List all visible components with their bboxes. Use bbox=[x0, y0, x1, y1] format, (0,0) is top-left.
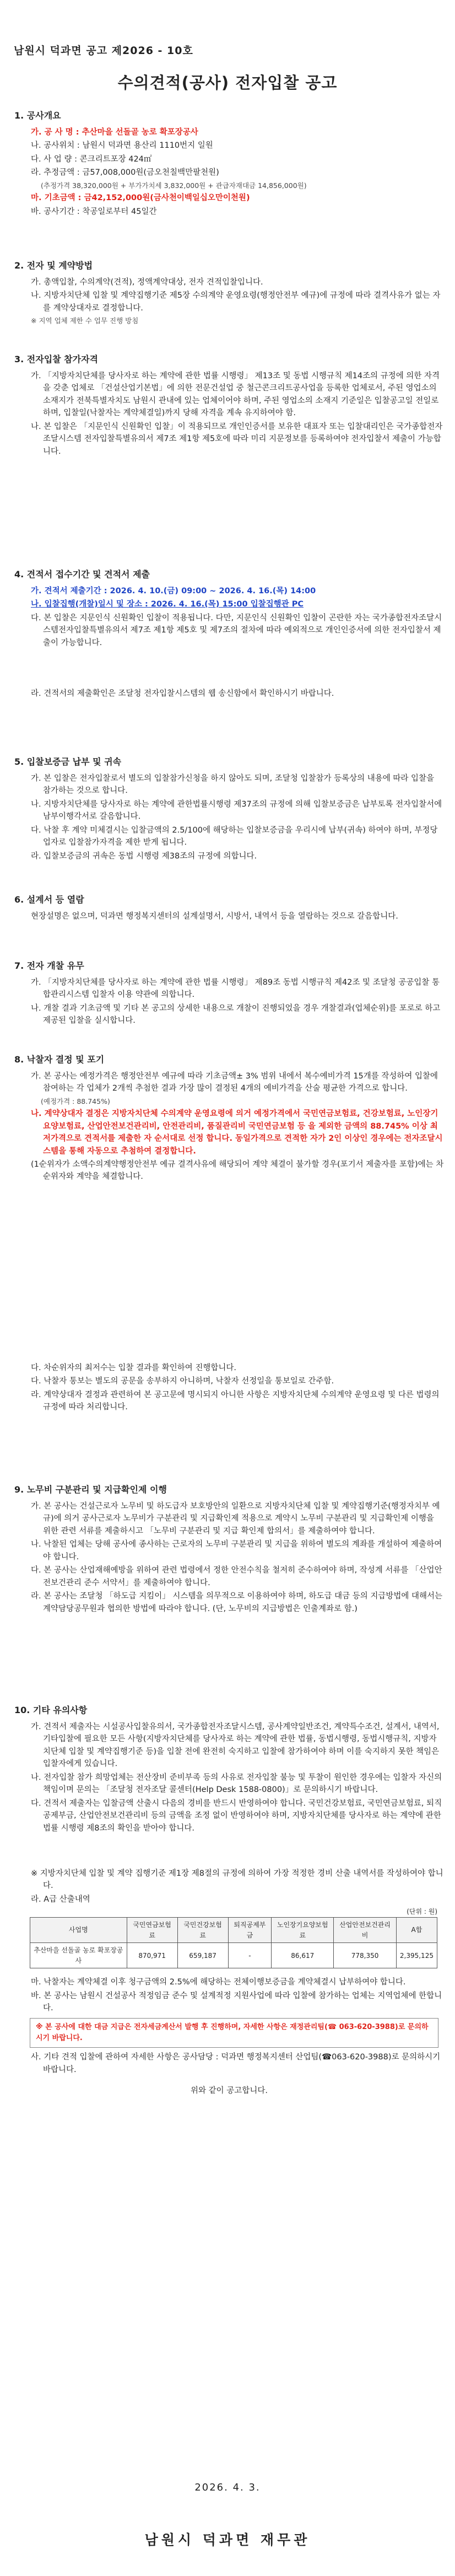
opening-datetime: 나. 입찰집행(개찰)일시 및 장소 : 2026. 4. 16.(목) 15:00 입찰집행관 PC bbox=[31, 600, 304, 609]
section-title: 3. 전자입찰 참가자격 bbox=[14, 354, 98, 364]
closing-sentence: 위와 같이 공고합니다. bbox=[191, 2086, 268, 2096]
list-item: 라. 계약상대자 결정과 관련하여 본 공고문에 명시되지 아니한 사항은 지방자치단체 수의계약 운영요령 및 다른 법령의 규정에 따라 처리합니다. bbox=[31, 1390, 440, 1412]
list-item: 가. 본 공사는 예정가격은 행정안전부 예규에 따라 기초금액± 3% 범위 내에서 복수예비가격 15개를 작성하여 입찰에 참여하는 각 업체가 2개씩 추첨한 결과 가장 많이 결정된 4개의 예비가격을 산술 평균한 가격으로 합니다. bbox=[31, 1071, 438, 1093]
list-item: 가. 본 공사는 건설근로자 노무비 및 하도급자 보호방안의 일환으로 지방자치단체 입찰 및 계약집행기준(행정자치부 예규)에 의거 공사근로자 노무비가 구분관리 및 지급확인제 적용으로 계약시 노무비 구분관리 및 지급확인제 이행을 위한 관련 서류를 제출하시고 「노무비 구분관리 및 지급 확인제 합의서」를 제출하여야 합니다. bbox=[31, 1501, 440, 1536]
list-item: 가. 총액입찰, 수의계약(견적), 정액계약대상, 전자 견적입찰입니다. bbox=[31, 277, 263, 287]
table-unit: (단위 : 원) bbox=[407, 1908, 437, 1916]
list-item: 다. 차순위자의 최저수는 입찰 결과를 확인하여 진행합니다. bbox=[31, 1364, 237, 1372]
list-item: 바. 본 공사는 남원시 건설공사 적정임금 준수 및 설계적정 지원사업에 따라 입찰에 참가하는 업체는 지역업체에 한합니다. bbox=[31, 1991, 442, 2013]
section-title: 6. 설계서 등 열람 bbox=[14, 894, 84, 905]
table-header-row bbox=[30, 1918, 437, 1943]
estimated-amount: 라. 추정금액 : 금57,008,000원(금오천칠백만팔천원) bbox=[31, 168, 219, 178]
list-item: 나. 개찰 결과 기초금액 및 기타 본 공고의 상세한 내용으로 개찰이 진행되었을 경우 개찰결과(업체순위)를 포로로 하고 제공된 입찰을 실시합니다. bbox=[31, 1003, 441, 1026]
section-contract-method bbox=[14, 259, 444, 328]
list-item: 가. 본 입찰은 전자입찰로서 별도의 입찰참가신청을 하지 않아도 되며, 조달청 입찰참가 등록상의 내용에 따라 입찰을 참가하는 것으로 합니다. bbox=[31, 774, 435, 796]
table-row bbox=[30, 1943, 437, 1968]
list-item: 가. 「지방자치단체를 당사자로 하는 계약에 관한 법률 시행령」 제13조 및 동법 시행규칙 제14조의 규정에 의한 자격을 갖춘 업체로 「건설산업기본법」에 의한 전문건설업 중 철근콘크리트공사업을 등록한 업체로서, 주된 영업소의 소재지가 전북특별자치도 남원시 관내에 있는 업체이어야 하며, 주된 영업소의 소재지 기준일은 입찰공고일 전일로 하며, 입찰일(낙찰자는 계약체결일)까지 당해 자격을 계속 유지하여야 함. bbox=[31, 371, 440, 418]
table-header: 국민연금보험료 bbox=[127, 1918, 177, 1943]
list-item: 나. 지방자치단체 입찰 및 계약집행기준 제5장 수의계약 운영요령(행정안전부 예규)에 규정에 따라 결격사유가 없는 자를 계약상대자로 결정합니다. bbox=[31, 291, 441, 313]
list-note: ※ 지방자치단체 입찰 및 계약 집행기준 제1장 제8절의 규정에 의하여 가장 적정한 경비 산출 내역서를 작성하여야 합니다. bbox=[31, 1869, 443, 1891]
table-cell: 추산마을 선돌골 농로 확포장공사 bbox=[30, 1943, 127, 1968]
list-item: 사. 기타 견적 입찰에 관하여 자세한 사항은 공사담당 : 덕과면 행정복지센터 산업팀(☎063-620-3988)로 문의하시기 바랍니다. bbox=[31, 2053, 441, 2074]
cost-table bbox=[30, 1917, 437, 1968]
award-criteria: 나. 계약상대자 결정은 지방자치단체 수의계약 운영요령에 의거 예정가격에서 국민연금보험료, 건강보험료, 노인장기요양보험료, 산업안전보건관리비, 안전관리비, 품질관리비 국민연금보험 등 을 제외한 금액의 88.745% 이상 최저가격으로 견적서를 제출한 자 순서대로 선정 합니다. 동일가격으로 견적한 자가 2인 이상인 경우에는 전자조달시스템을 통해 자동으로 추첨하여 결정합니다. bbox=[31, 1109, 443, 1156]
project-location: 나. 공사위치 : 남원시 덕과면 용산리 1110번지 일원 bbox=[31, 141, 213, 151]
section-title: 7. 전자 개찰 유무 bbox=[14, 960, 84, 971]
payment-notice: ※ 본 공사에 대한 대금 지급은 전자세금계산서 발행 후 진행하며, 자세한 사항은 재정관리팀(☎ 063-620-3988)로 문의하시기 바랍니다. bbox=[30, 2018, 438, 2048]
list-item: (1순위자가 소액수의계약행정안전부 예규 결격사유에 해당되어 계약 체결이 불가할 경우(포기서 제출자를 포함)에는 차순위자와 계약을 체결합니다. bbox=[31, 1160, 444, 1182]
page-title: 수의견적(공사) 전자입찰 공고 bbox=[117, 73, 338, 92]
list-item: 다. 낙찰자 통보는 별도의 공문을 송부하지 아니하며, 낙찰자 선정일을 통보일로 간주함. bbox=[31, 1377, 334, 1386]
table-cell: 659,187 bbox=[177, 1943, 228, 1968]
list-item: 다. 견적서 제출자는 입찰금액 산출시 다음의 경비를 반드시 반영하여야 합니다. 국민건강보험료, 국민연금보험료, 퇴직공제부금, 산업안전보건관리비 등의 금액을 조정 없이 반영하여야 하며, 지방자치단체를 당사자로 하는 계약에 관한 법률 시행령 제8조의 확인을 받아야 합니다. bbox=[31, 1799, 442, 1833]
section-title: 5. 입찰보증금 납부 및 귀속 bbox=[14, 756, 122, 767]
section-award bbox=[14, 1053, 444, 1184]
list-note: (예정가격 : 88.745%) bbox=[41, 1097, 110, 1105]
list-note: ※ 지역 업체 제한 수 업무 진행 방침 bbox=[31, 316, 139, 325]
table-cell: 2,395,125 bbox=[396, 1943, 437, 1968]
list-item: 라. 본 공사는 조달청 「하도급 지킴이」 시스템을 의무적으로 이용하여야 하며, 하도급 대금 등의 지급방법에 대해서는 계약담당공무원과 협의한 방법에 따라야 합니다. (단, 노무비의 지급방법은 인출계좌로 함.) bbox=[31, 1592, 443, 1613]
table-cell: 86,617 bbox=[272, 1943, 334, 1968]
notice-number: 남원시 덕과면 공고 제2026 - 10호 bbox=[14, 45, 193, 57]
section-labor-cost bbox=[14, 1483, 444, 1616]
table-header: 산업안전보건관리비 bbox=[334, 1918, 397, 1943]
section-bid-bond bbox=[14, 755, 444, 863]
section-opening bbox=[14, 959, 444, 1028]
issuer-signature: 남원시 덕과면 재무관 bbox=[144, 2532, 311, 2548]
list-item: 나. 전자입찰 참가 희망업체는 전산장비 준비부족 등의 사유로 전자입찰 불능 및 투찰이 원인한 경우에는 입찰자 자신의 책임이며 문의는 「조달청 전자조달 콜센터(Help Desk 1588-0800)」로 문의하시기 바랍니다. bbox=[31, 1773, 442, 1795]
table-cell: 778,350 bbox=[334, 1943, 397, 1968]
list-item: 라. 견적서의 제출확인은 조달청 전자입찰시스템의 웹 송신함에서 확인하시기 바랍니다. bbox=[31, 689, 334, 699]
list-item: 나. 낙찰된 업체는 당해 공사에 종사하는 근로자의 노무비 구분관리 및 지급을 위하여 별도의 계좌를 개설하여 제출하여야 합니다. bbox=[31, 1540, 442, 1561]
list-item: 다. 본 입찰은 지문인식 신원확인 입찰이 적용됩니다. 다만, 지문인식 신원확인 입찰이 곤란한 자는 국가종합전자조달시스템전자입찰특별유의서 제7조 제1항 제5호 및 제7조의 절차에 따라 예외적으로 개인인증서에 의한 전자입찰서 제출이 가능합니다. bbox=[31, 613, 442, 647]
list-item: 다. 본 공사는 산업재해예방을 위하여 관련 법령에서 정한 안전수칙을 철저히 준수하여야 하며, 작성계 서류를 「산업안전보건관리 준수 서약서」를 제출하여야 합니다. bbox=[31, 1566, 442, 1587]
project-quantity: 다. 사 업 량 : 콘크리트포장 424㎡ bbox=[31, 154, 152, 164]
construction-period: 바. 공사기간 : 착공일로부터 45일간 bbox=[31, 207, 157, 216]
list-item: 라. 입찰보증금의 귀속은 동법 시행령 제38조의 규정에 의합니다. bbox=[31, 851, 257, 861]
list-item: 마. 낙찰자는 계약체결 이후 청구금액의 2.5%에 해당하는 전체이행보증금을 계약체결시 납부하여야 합니다. bbox=[31, 1978, 406, 1987]
section-title: 2. 전자 및 계약방법 bbox=[14, 260, 93, 271]
base-amount: 마. 기초금액 : 금42,152,000원(금사천이백일십오만이천원) bbox=[31, 194, 250, 203]
section-title: 10. 기타 유의사항 bbox=[14, 1705, 88, 1715]
list-item: 라. A급 산출내역 bbox=[31, 1895, 90, 1904]
table-cell: 870,971 bbox=[127, 1943, 177, 1968]
section-notes bbox=[14, 1704, 444, 2098]
list-item: 가. 「지방자치단체를 당사자로 하는 계약에 관한 법률 시행령」 제89조 동법 시행규칙 제42조 및 조달청 공공입찰 통합관리시스템 입찰자 이용 약관에 의합니다. bbox=[31, 978, 440, 1000]
section-award-continued bbox=[14, 1362, 444, 1415]
announcement-date: 2026. 4. 3. bbox=[194, 2482, 261, 2493]
table-header: 사업명 bbox=[30, 1918, 127, 1943]
section-title: 8. 낙찰자 결정 및 포기 bbox=[14, 1054, 105, 1065]
list-item: 나. 지방자치단체를 당사자로 하는 계약에 관한법률시행령 제37조의 규정에 의해 입찰보증금은 납부토록 전자입찰서에 남부이행각서로 갈음합니다. bbox=[31, 799, 442, 822]
section-title: 9. 노무비 구분관리 및 지급확인제 이행 bbox=[14, 1484, 167, 1495]
table-header: A합 bbox=[396, 1918, 437, 1943]
list-item: 가. 견적서 제출자는 시설공사입찰유의서, 국가종합전자조달시스템, 공사계약일반조건, 계약특수조건, 설계서, 내역서, 기타입찰에 필요한 모든 사항(지방자치단체를 당사자로 하는 계약에 관한 법률, 동법시행령, 동법시행규칙, 지방자치단체 입찰 및 계약집행기준 등)을 입찰 전에 완전히 숙지하고 입찰에 참가하여야 하며 이를 숙지하지 못한 책임은 입찰자에게 있습니다. bbox=[31, 1722, 440, 1769]
section-overview bbox=[14, 109, 444, 219]
list-item: 다. 낙찰 후 계약 미체결시는 입찰금액의 2.5/100에 해당하는 입찰보증금을 우리시에 납부(귀속) 하여야 하며, 부정당업자로 입찰참가자격을 제한 받게 됩니다. bbox=[31, 825, 438, 847]
section-qualification bbox=[14, 353, 444, 459]
table-cell: - bbox=[228, 1943, 272, 1968]
section-title: 1. 공사개요 bbox=[14, 110, 61, 121]
list-item: 현장설명은 없으며, 덕과면 행정복지센터의 설계설명서, 시방서, 내역서 등을 열람하는 것으로 갈음합니다. bbox=[31, 911, 398, 921]
amount-breakdown: (추정가격 38,320,000원 + 부가가치세 3,832,000원 + 관급자재대금 14,856,000원) bbox=[41, 181, 307, 190]
section-title: 4. 견적서 접수기간 및 견적서 제출 bbox=[14, 569, 150, 579]
section-documents bbox=[14, 893, 444, 924]
submission-period: 가. 견적서 제출기간 : 2026. 4. 10.(금) 09:00 ~ 2026. 4. 16.(목) 14:00 bbox=[31, 586, 316, 595]
table-header: 국민건강보험료 bbox=[177, 1918, 228, 1943]
project-name: 가. 공 사 명 : 추산마을 선돌골 농로 확포장공사 bbox=[31, 127, 198, 137]
table-header: 퇴직공제부금 bbox=[228, 1918, 272, 1943]
section-submission bbox=[14, 568, 444, 701]
table-header: 노인장기요양보험료 bbox=[272, 1918, 334, 1943]
list-item: 나. 본 입찰은 「지문인식 신원확인 입찰」이 적용되므로 개인인증서를 보유한 대표자 또는 입찰대리인은 국가종합전자조달시스템 전자입찰특별유의서 제7조 제1항 제5호에 따라 미리 지문정보를 등록하여야 전자입찰서 제출이 가능합니다. bbox=[31, 422, 443, 456]
